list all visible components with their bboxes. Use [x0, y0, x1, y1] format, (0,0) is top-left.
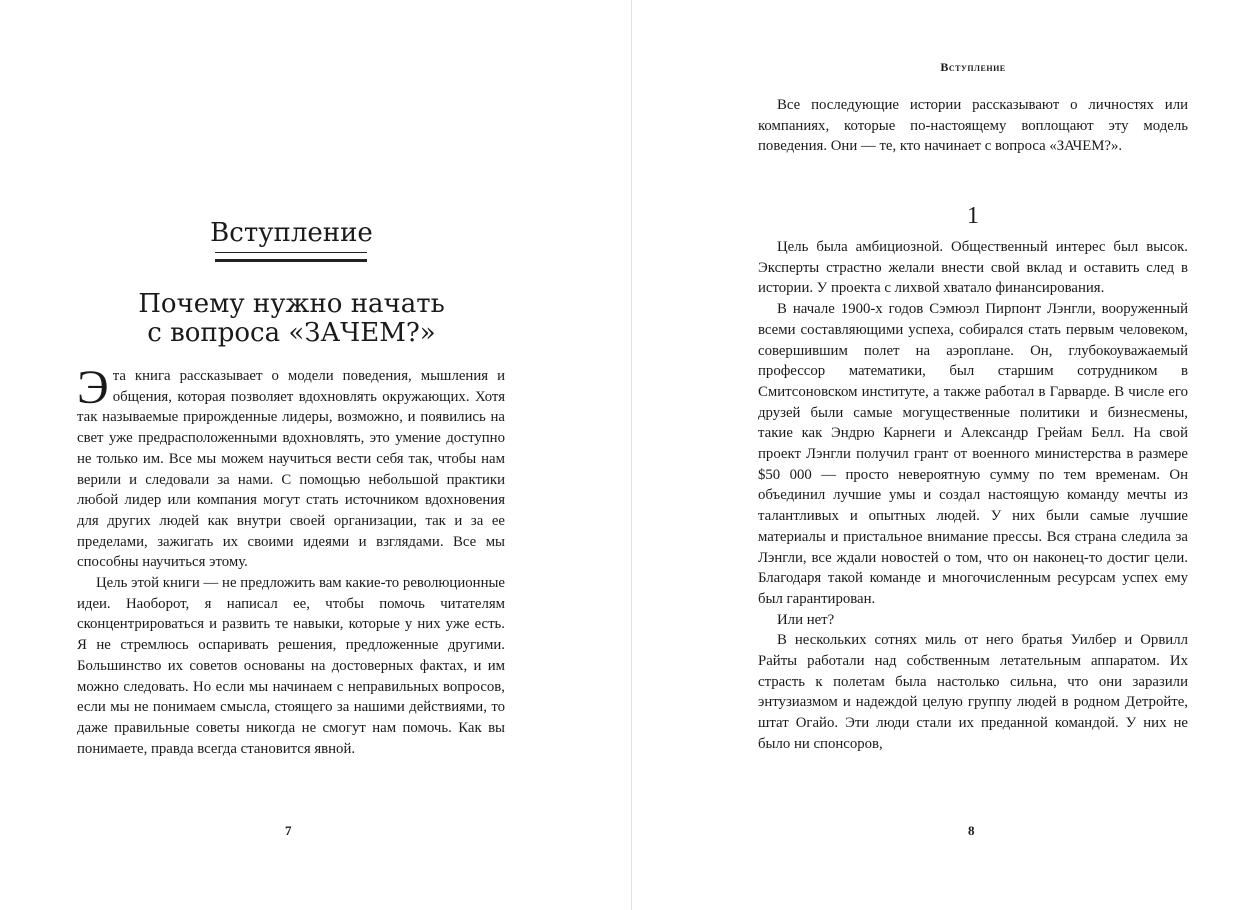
- subtitle-line-2: с вопроса «ЗАЧЕМ?»: [147, 318, 436, 348]
- running-head: Вступление: [940, 60, 1006, 74]
- paragraph-text: та книга рассказывает о модели поведения, мышления и общения, которая позволяет вдохновлять окружающих. Хотя так называемые прирожденные лидеры, возможно, и появились на свет уже предрасположенными вдохновлять, это умение доступно не только им. Все мы можем научиться вести себя так, чтобы нам верили и следовали за нами. С помощью небольшой практики любой лидер или компания могут стать источником вдохновения для других людей как внутри своей организации, так и за ее пределами, зажигать их своими идеями и взглядами. Все мы способны научиться этому.: [77, 368, 505, 571]
- paragraph: Все последующие истории рассказывают о личностях или компаниях, которые по-настоящему воплощают эту модель поведения. Они — те, кто начинает с вопроса «ЗАЧЕМ?».: [758, 97, 1188, 155]
- paragraph: Цель была амбициозной. Общественный интерес был высок. Эксперты страстно желали внести свой вклад и оставить след в истории. У проекта с лихвой хватало финансирования.: [758, 239, 1188, 297]
- right-body-text: [758, 237, 1188, 755]
- paragraph: Цель этой книги — не предложить вам какие-то революционные идеи. Наоборот, я написал ее, чтобы помочь читателям сконцентрироваться и развить те навыки, которые у них уже есть. Я не стремлюсь оспаривать решения, предложенные другими. Большинство их советов основаны на достоверных фактах, и им можно следовать. Но если мы начинаем с неправильных вопросов, если мы не понимаем смысла, стоящего за нашими действиями, то даже правильные советы никогда не смогут нам помочь. Как вы понимаете, правда всегда становится явной.: [77, 575, 505, 757]
- chapter-subtitle: [0, 290, 583, 348]
- chapter-title-rule: [215, 252, 367, 262]
- subtitle-line-1: Почему нужно начать: [138, 289, 445, 319]
- left-body-text: [77, 361, 505, 759]
- drop-cap: Э: [77, 361, 109, 414]
- chapter-title: Вступление: [210, 218, 373, 248]
- paragraph: Или нет?: [777, 611, 835, 628]
- paragraph: В начале 1900-х годов Сэмюэл Пирпонт Лэнгли, вооруженный всеми составляющими успеха, собирался стать первым человеком, совершившим полет на аэроплане. Он, глубокоуважаемый профессор математики, был старшим сотрудником в Смитсоновском институте, а также работал в Гарварде. В числе его друзей были самые могущественные политики и бизнесмены, такие как Эндрю Карнеги и Александр Грейам Белл. На свой проект Лэнгли получил грант от военного министерства в размере $50 000 — просто невероятную сумму по тем временам. Он объединил лучшие умы и создал настоящую команду мечты из талантливых и опытных людей. У них были самые лучшие материалы и пристальное внимание прессы. Вся страна следила за Лэнгли, все ждали новостей о том, что он наконец-то достиг цели. Благодаря такой команде и многочисленным ресурсам успех ему был гарантирован.: [758, 301, 1188, 607]
- right-intro-text: [758, 95, 1188, 157]
- section-number: 1: [967, 203, 979, 229]
- page-number-right: 8: [968, 823, 975, 838]
- book-gutter: [631, 0, 632, 910]
- paragraph: [77, 361, 505, 573]
- page-number-left: 7: [285, 823, 292, 838]
- paragraph: В нескольких сотнях миль от него братья Уилбер и Орвилл Райты работали над собственным летательным аппаратом. Их страсть к полетам была настолько сильна, что они заразили энтузиазмом и надеждой целую группу людей в родном Детройте, штат Огайо. Эти люди стали их преданной командой. У них не было ни спонсоров,: [758, 632, 1188, 752]
